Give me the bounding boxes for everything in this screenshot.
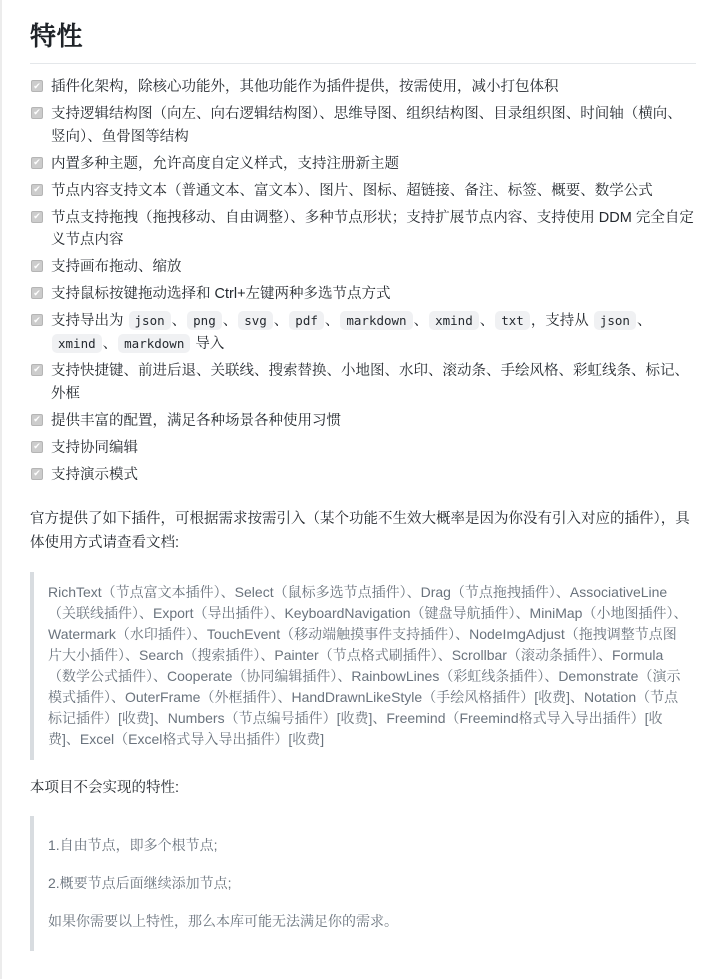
- feature-text: 提供丰富的配置，满足各种场景各种使用习惯: [51, 412, 341, 429]
- plugins-blockquote: [30, 572, 696, 760]
- feature-item: [30, 76, 696, 99]
- feature-item: [30, 310, 696, 356]
- not-implemented-item: 如果你需要以上特性，那么本库可能无法满足你的需求。: [48, 913, 398, 930]
- feature-item: [30, 256, 696, 279]
- plugins-blockquote-text: RichText（节点富文本插件）、Select（鼠标多选节点插件）、Drag（节点拖拽插件）、AssociativeLine（关联线插件）、Export（导出插件）、KeyboardNavigation（键盘导航插件）、MiniMap（小地图插件）、Watermark（水印插件）、TouchEvent（移动端触摸事件支持插件）、NodeImgAdjust（拖拽调整节点图片大小插件）、Search（搜索插件）、Painter（节点格式刷插件）、Scrollbar（滚动条插件）、Formula（数学公式插件）、Cooperate（协同编辑插件）、RainbowLines（彩虹线条插件）、Demonstrate（演示模式插件）、OuterFrame（外框插件）、HandDrawnLikeStyle（手绘风格插件）[收费]、Notation（节点标记插件）[收费]、Numbers（节点编号插件）[收费]、Freemind（Freemind格式导入导出插件）[收费]、Excel（Excel格式导入导出插件）[收费]: [48, 583, 688, 747]
- feature-item: [30, 410, 696, 433]
- feature-text: 导入: [191, 336, 225, 353]
- inline-code-token: xmind: [52, 334, 102, 353]
- checked-checkbox-icon: [31, 211, 43, 223]
- feature-item: [30, 180, 696, 203]
- inline-code-token: markdown: [340, 311, 412, 330]
- checked-checkbox-icon: [31, 80, 43, 92]
- feature-text: 、: [273, 313, 289, 330]
- not-implemented-blockquote: [30, 816, 696, 951]
- checked-checkbox-icon: [31, 468, 43, 480]
- feature-text: 、: [636, 313, 652, 330]
- plugins-intro-paragraph: 官方提供了如下插件，可根据需求按需引入（某个功能不生效大概率是因为你没有引入对应的插件），具体使用方式请查看文档:: [30, 510, 690, 552]
- feature-text: 支持鼠标按键拖动选择和 Ctrl+左键两种多选节点方式: [51, 286, 391, 303]
- not-implemented-item: 1.自由节点，即多个根节点;: [48, 837, 218, 854]
- feature-text: 、: [479, 313, 495, 330]
- checked-checkbox-icon: [31, 314, 43, 326]
- checked-checkbox-icon: [31, 441, 43, 453]
- checked-checkbox-icon: [31, 157, 43, 169]
- feature-text: 支持协同编辑: [51, 439, 138, 456]
- inline-code-token: xmind: [429, 311, 479, 330]
- feature-text: 节点支持拖拽（拖拽移动、自由调整）、多种节点形状；支持扩展节点内容、支持使用 DDM 完全自定义节点内容: [51, 209, 694, 249]
- inline-code-token: markdown: [118, 334, 190, 353]
- feature-item: [30, 153, 696, 176]
- feature-text: 内置多种主题，允许高度自定义样式，支持注册新主题: [51, 155, 399, 172]
- inline-code-token: png: [187, 311, 222, 330]
- feature-text: 支持演示模式: [51, 466, 138, 483]
- feature-text: 支持导出为: [51, 313, 128, 330]
- feature-item: [30, 437, 696, 460]
- feature-item: [30, 283, 696, 306]
- feature-item: [30, 207, 696, 253]
- feature-text: ，支持从: [530, 313, 593, 330]
- checked-checkbox-icon: [31, 287, 43, 299]
- page-title: 特性: [30, 16, 696, 64]
- inline-code-token: json: [129, 311, 171, 330]
- feature-text: 支持快捷键、前进后退、关联线、搜索替换、小地图、水印、滚动条、手绘风格、彩虹线条、标记、外框: [51, 362, 689, 402]
- feature-text: 、: [171, 313, 187, 330]
- feature-text: 插件化架构，除核心功能外，其他功能作为插件提供，按需使用，减小打包体积: [51, 79, 559, 95]
- feature-list: [30, 76, 696, 487]
- inline-code-token: pdf: [289, 311, 324, 330]
- inline-code-token: txt: [495, 311, 530, 330]
- inline-code-token: json: [594, 311, 636, 330]
- checked-checkbox-icon: [31, 364, 43, 376]
- checked-checkbox-icon: [31, 107, 43, 119]
- inline-code-token: svg: [238, 311, 273, 330]
- feature-text: 、: [324, 313, 340, 330]
- feature-text: 、: [413, 313, 429, 330]
- feature-text: 支持逻辑结构图（向左、向右逻辑结构图）、思维导图、组织结构图、目录组织图、时间轴（横向、竖向）、鱼骨图等结构: [51, 105, 682, 145]
- feature-text: 、: [222, 313, 238, 330]
- feature-text: 、: [102, 336, 118, 353]
- feature-item: [30, 360, 696, 406]
- not-implemented-heading: 本项目不会实现的特性:: [30, 779, 180, 796]
- feature-item: [30, 103, 696, 149]
- checked-checkbox-icon: [31, 414, 43, 426]
- checked-checkbox-icon: [31, 260, 43, 272]
- checked-checkbox-icon: [31, 184, 43, 196]
- not-implemented-item: 2.概要节点后面继续添加节点;: [48, 875, 232, 892]
- feature-text: 节点内容支持文本（普通文本、富文本）、图片、图标、超链接、备注、标签、概要、数学公式: [51, 182, 653, 199]
- feature-item: [30, 464, 696, 487]
- feature-text: 支持画布拖动、缩放: [51, 259, 182, 276]
